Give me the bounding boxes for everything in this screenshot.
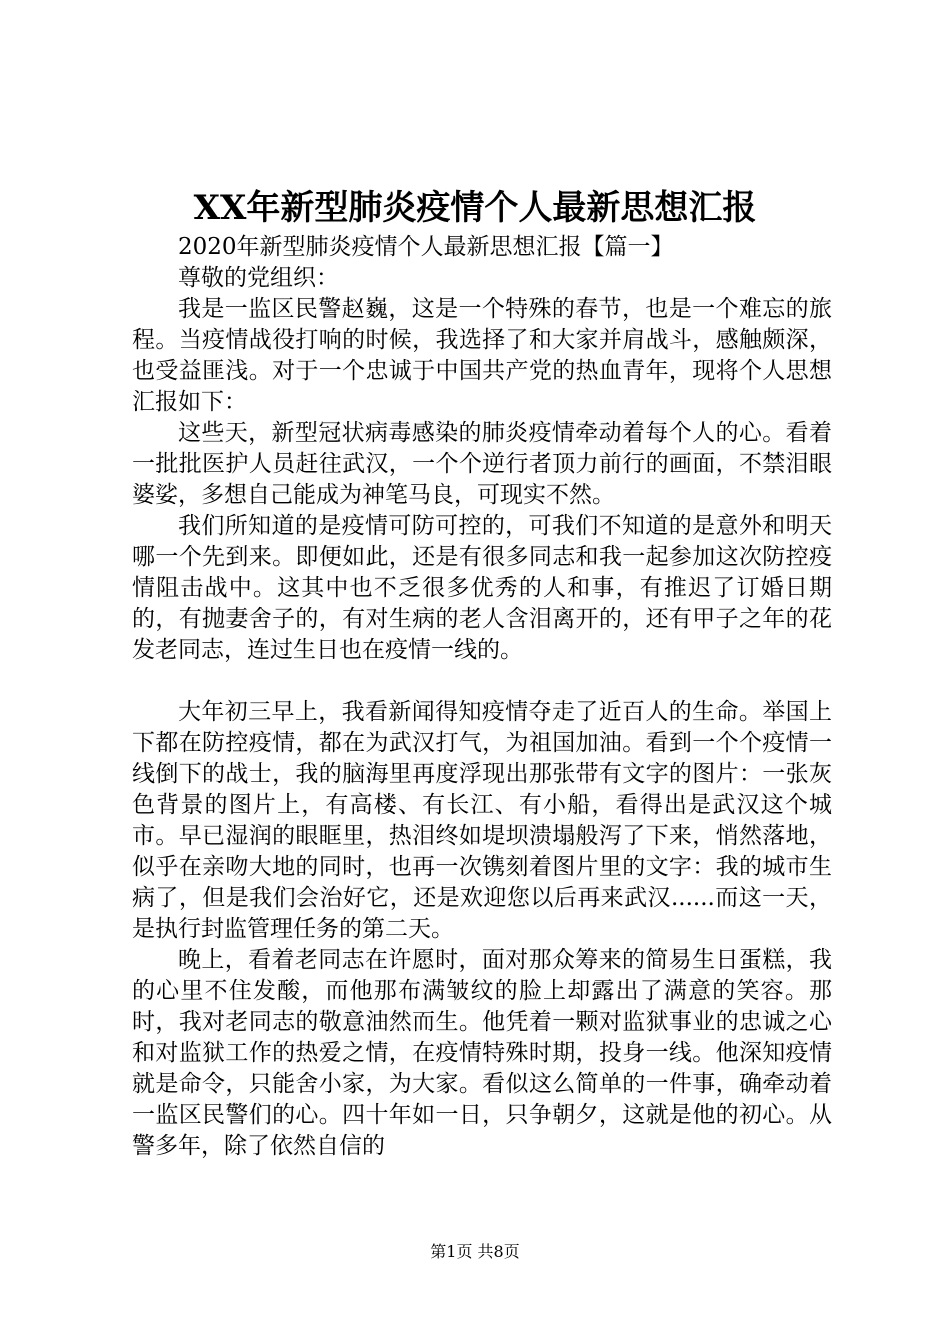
document-title: XX年新型肺炎疫情个人最新思想汇报 xyxy=(193,188,757,228)
paragraph-5: 晚上，看着老同志在许愿时，面对那众筹来的简易生日蛋糕，我的心里不住发酸，而他那布满皱纹的脸上却露出了满意的笑容。那时，我对老同志的敬意油然而生。他凭着一颗对监狱事业的忠诚之心和对监狱工作的热爱之情，在疫情特殊时期，投身一线。他深知疫情就是命令，只能舍小家，为大家。看似这么简单的一件事，确牵动着一监区民警们的心。四十年如一日，只争朝夕，这就是他的初心。从警多年，除了依然自信的 xyxy=(132,947,832,1159)
salutation: 尊敬的党组织： xyxy=(178,265,339,291)
page-number-footer: 第1页 共8页 xyxy=(430,1242,520,1261)
paragraph-2: 这些天，新型冠状病毒感染的肺炎疫情牵动着每个人的心。看着一批批医护人员赶往武汉，一个个逆行者顶力前行的画面，不禁泪眼婆娑，多想自己能成为神笔马良，可现实不然。 xyxy=(132,420,832,508)
paragraph-spacer xyxy=(132,666,832,697)
document-body xyxy=(132,232,832,1162)
paragraph-3: 我们所知道的是疫情可防可控的，可我们不知道的是意外和明天哪一个先到来。即便如此，还是有很多同志和我一起参加这次防控疫情阻击战中。这其中也不乏很多优秀的人和事，有推迟了订婚日期的，有抛妻舍子的，有对生病的老人含泪离开的，还有甲子之年的花发老同志，连过生日也在疫情一线的。 xyxy=(132,513,832,663)
paragraph-1: 我是一监区民警赵巍，这是一个特殊的春节，也是一个难忘的旅程。当疫情战役打响的时候，我选择了和大家并肩战斗，感触颇深，也受益匪浅。对于一个忠诚于中国共产党的热血青年，现将个人思想汇报如下： xyxy=(132,296,832,415)
paragraph-4: 大年初三早上，我看新闻得知疫情夺走了近百人的生命。举国上下都在防控疫情，都在为武汉打气，为祖国加油。看到一个个疫情一线倒下的战士，我的脑海里再度浮现出那张带有文字的图片：一张灰色背景的图片上，有高楼、有长江、有小船，看得出是武汉这个城市。早已湿润的眼眶里，热泪终如堤坝溃塌般泻了下来，悄然落地，似乎在亲吻大地的同时，也再一次镌刻着图片里的文字：我的城市生病了，但是我们会治好它，还是欢迎您以后再来武汉......而这一天，是执行封监管理任务的第二天。 xyxy=(132,699,832,942)
section-heading: 2020年新型肺炎疫情个人最新思想汇报【篇一】 xyxy=(178,234,674,260)
